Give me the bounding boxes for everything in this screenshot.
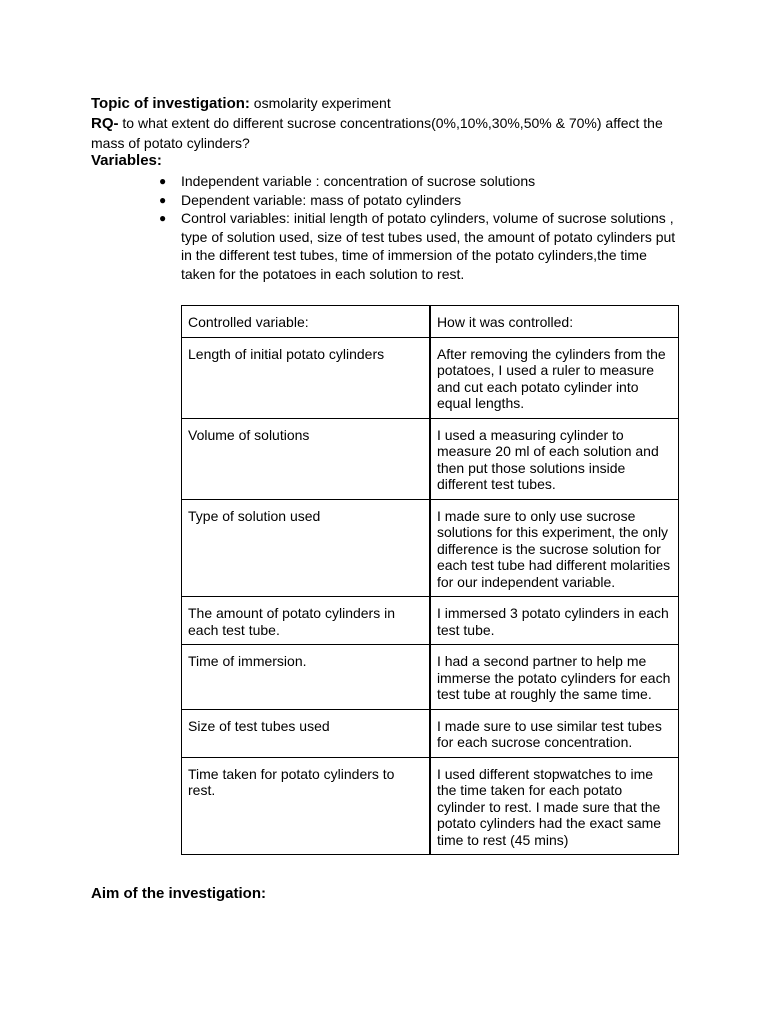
list-item-text: Independent variable : concentration of sucrose solutions: [181, 173, 536, 189]
table-cell-method: I used a measuring cylinder to measure 20 ml of each solution and then put those solutions inside different test tubes.: [430, 418, 679, 499]
table-cell-variable: Size of test tubes used: [182, 709, 430, 757]
aim-heading: Aim of the investigation:: [91, 885, 267, 902]
table-cell-method: I made sure to use similar test tubes for each sucrose concentration.: [430, 709, 679, 757]
variables-list: [159, 172, 681, 284]
table-row: [182, 597, 679, 645]
table-row: [182, 418, 679, 499]
table-cell-variable: Time of immersion.: [182, 645, 430, 710]
header-cell-controlled-variable: Controlled variable:: [182, 306, 430, 338]
table-row: [182, 757, 679, 855]
topic-value: osmolarity experiment: [249, 95, 391, 111]
table-cell-variable: The amount of potato cylinders in each test tube.: [182, 597, 430, 645]
table-header-row: [182, 306, 679, 338]
bullet-icon: ●: [159, 192, 167, 207]
bullet-icon: ●: [159, 174, 167, 188]
table-row: [182, 645, 679, 710]
header-cell-how-controlled: How it was controlled:: [430, 306, 679, 338]
table-row: [182, 709, 679, 757]
rq-text-line-1: to what extent do different sucrose concentrations(0%,10%,30%,50% & 70%) affect the: [118, 115, 663, 131]
rq-text-line-2: mass of potato cylinders?: [91, 135, 250, 151]
controlled-variables-table: [181, 305, 679, 855]
table-cell-variable: Time taken for potato cylinders to rest.: [182, 757, 430, 855]
variables-heading: Variables:: [91, 152, 162, 169]
list-item-dependent-variable: [159, 191, 681, 210]
table-cell-variable: Volume of solutions: [182, 418, 430, 499]
table-cell-method: I made sure to only use sucrose solutions for this experiment, the only difference is the sucrose solution for each test tube had different molarities for our independent variable.: [430, 499, 679, 597]
rq-label: RQ-: [91, 115, 119, 132]
table-cell-method: I used different stopwatches to ime the time taken for each potato cylinder to rest. I made sure that the potato cylinders had the exact same time to rest (45 mins): [430, 757, 679, 855]
list-item-text: Dependent variable: mass of potato cylinders: [181, 191, 462, 208]
list-item-text: Control variables: initial length of potato cylinders, volume of sucrose solutions , type of solution used, size of test tubes used, the amount of potato cylinders put in the different test tubes, time of immersion of the potato cylinders,the time taken for the potatoes in each solution to rest.: [181, 210, 676, 282]
research-question-line: [91, 114, 663, 133]
topic-line: [91, 94, 391, 113]
table-row: [182, 337, 679, 418]
list-item-independent-variable: [159, 172, 681, 191]
bullet-icon: ●: [159, 211, 167, 226]
table-cell-method: After removing the cylinders from the potatoes, I used a ruler to measure and cut each potato cylinder into equal lengths.: [430, 337, 679, 418]
table-cell-variable: Length of initial potato cylinders: [182, 337, 430, 418]
table-cell-variable: Type of solution used: [182, 499, 430, 597]
table-cell-method: I had a second partner to help me immerse the potato cylinders for each test tube at roughly the same time.: [430, 645, 679, 710]
table-cell-method: I immersed 3 potato cylinders in each test tube.: [430, 597, 679, 645]
table-row: [182, 499, 679, 597]
topic-label: Topic of investigation:: [91, 95, 250, 112]
list-item-control-variables: [159, 209, 681, 283]
